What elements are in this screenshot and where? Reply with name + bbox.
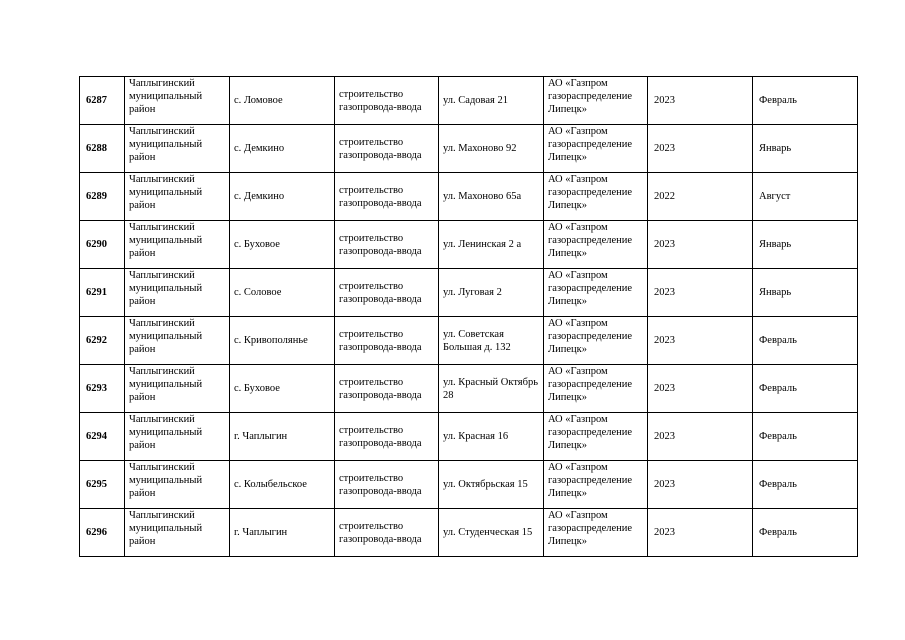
settlement-cell: с. Буховое	[230, 365, 335, 413]
work-type-cell: строительство газопровода-ввода	[335, 365, 439, 413]
row-number-cell: 6294	[80, 413, 125, 461]
month-cell: Февраль	[753, 365, 858, 413]
organization-cell: АО «Газпром газораспределение Липецк»	[544, 173, 648, 221]
settlement-cell: с. Соловое	[230, 269, 335, 317]
organization-cell: АО «Газпром газораспределение Липецк»	[544, 413, 648, 461]
year-cell: 2022	[648, 173, 753, 221]
year-cell: 2023	[648, 509, 753, 557]
district-cell: Чаплыгинский муниципальный район	[125, 413, 230, 461]
organization-cell: АО «Газпром газораспределение Липецк»	[544, 77, 648, 125]
table-row	[80, 461, 858, 509]
row-number-cell: 6293	[80, 365, 125, 413]
year-cell: 2023	[648, 221, 753, 269]
work-type-cell: строительство газопровода-ввода	[335, 269, 439, 317]
month-cell: Январь	[753, 269, 858, 317]
address-cell: ул. Октябрьская 15	[439, 461, 544, 509]
work-type-cell: строительство газопровода-ввода	[335, 461, 439, 509]
address-cell: ул. Ленинская 2 а	[439, 221, 544, 269]
settlement-cell: г. Чаплыгин	[230, 509, 335, 557]
table-row	[80, 365, 858, 413]
settlement-cell: с. Буховое	[230, 221, 335, 269]
work-type-cell: строительство газопровода-ввода	[335, 77, 439, 125]
month-cell: Август	[753, 173, 858, 221]
table-row	[80, 509, 858, 557]
organization-cell: АО «Газпром газораспределение Липецк»	[544, 269, 648, 317]
month-cell: Февраль	[753, 413, 858, 461]
row-number-cell: 6289	[80, 173, 125, 221]
year-cell: 2023	[648, 317, 753, 365]
address-cell: ул. Садовая 21	[439, 77, 544, 125]
district-cell: Чаплыгинский муниципальный район	[125, 317, 230, 365]
work-type-cell: строительство газопровода-ввода	[335, 125, 439, 173]
address-cell: ул. Красная 16	[439, 413, 544, 461]
work-type-cell: строительство газопровода-ввода	[335, 413, 439, 461]
district-cell: Чаплыгинский муниципальный район	[125, 125, 230, 173]
table-row	[80, 269, 858, 317]
organization-cell: АО «Газпром газораспределение Липецк»	[544, 317, 648, 365]
row-number-cell: 6288	[80, 125, 125, 173]
row-number-cell: 6296	[80, 509, 125, 557]
settlement-cell: с. Колыбельское	[230, 461, 335, 509]
district-cell: Чаплыгинский муниципальный район	[125, 365, 230, 413]
district-cell: Чаплыгинский муниципальный район	[125, 221, 230, 269]
settlement-cell: г. Чаплыгин	[230, 413, 335, 461]
month-cell: Январь	[753, 221, 858, 269]
month-cell: Январь	[753, 125, 858, 173]
organization-cell: АО «Газпром газораспределение Липецк»	[544, 125, 648, 173]
year-cell: 2023	[648, 413, 753, 461]
year-cell: 2023	[648, 77, 753, 125]
work-type-cell: строительство газопровода-ввода	[335, 221, 439, 269]
district-cell: Чаплыгинский муниципальный район	[125, 77, 230, 125]
year-cell: 2023	[648, 365, 753, 413]
settlement-cell: с. Ломовое	[230, 77, 335, 125]
district-cell: Чаплыгинский муниципальный район	[125, 173, 230, 221]
month-cell: Февраль	[753, 461, 858, 509]
settlement-cell: с. Демкино	[230, 173, 335, 221]
table-row	[80, 125, 858, 173]
year-cell: 2023	[648, 269, 753, 317]
organization-cell: АО «Газпром газораспределение Липецк»	[544, 509, 648, 557]
work-type-cell: строительство газопровода-ввода	[335, 317, 439, 365]
year-cell: 2023	[648, 461, 753, 509]
address-cell: ул. Махоново 92	[439, 125, 544, 173]
row-number-cell: 6290	[80, 221, 125, 269]
month-cell: Февраль	[753, 77, 858, 125]
address-cell: ул. Студенческая 15	[439, 509, 544, 557]
organization-cell: АО «Газпром газораспределение Липецк»	[544, 461, 648, 509]
month-cell: Февраль	[753, 317, 858, 365]
row-number-cell: 6295	[80, 461, 125, 509]
organization-cell: АО «Газпром газораспределение Липецк»	[544, 365, 648, 413]
table-row	[80, 413, 858, 461]
year-cell: 2023	[648, 125, 753, 173]
settlement-cell: с. Кривополянье	[230, 317, 335, 365]
organization-cell: АО «Газпром газораспределение Липецк»	[544, 221, 648, 269]
district-cell: Чаплыгинский муниципальный район	[125, 509, 230, 557]
address-cell: ул. Советская Большая д. 132	[439, 317, 544, 365]
gasification-table	[79, 76, 858, 557]
table-row	[80, 173, 858, 221]
month-cell: Февраль	[753, 509, 858, 557]
table-body	[80, 77, 858, 557]
settlement-cell: с. Демкино	[230, 125, 335, 173]
work-type-cell: строительство газопровода-ввода	[335, 173, 439, 221]
work-type-cell: строительство газопровода-ввода	[335, 509, 439, 557]
table-row	[80, 77, 858, 125]
table-row	[80, 221, 858, 269]
row-number-cell: 6287	[80, 77, 125, 125]
address-cell: ул. Махоново 65а	[439, 173, 544, 221]
district-cell: Чаплыгинский муниципальный район	[125, 461, 230, 509]
district-cell: Чаплыгинский муниципальный район	[125, 269, 230, 317]
table-row	[80, 317, 858, 365]
address-cell: ул. Красный Октябрь 28	[439, 365, 544, 413]
address-cell: ул. Луговая 2	[439, 269, 544, 317]
row-number-cell: 6292	[80, 317, 125, 365]
row-number-cell: 6291	[80, 269, 125, 317]
